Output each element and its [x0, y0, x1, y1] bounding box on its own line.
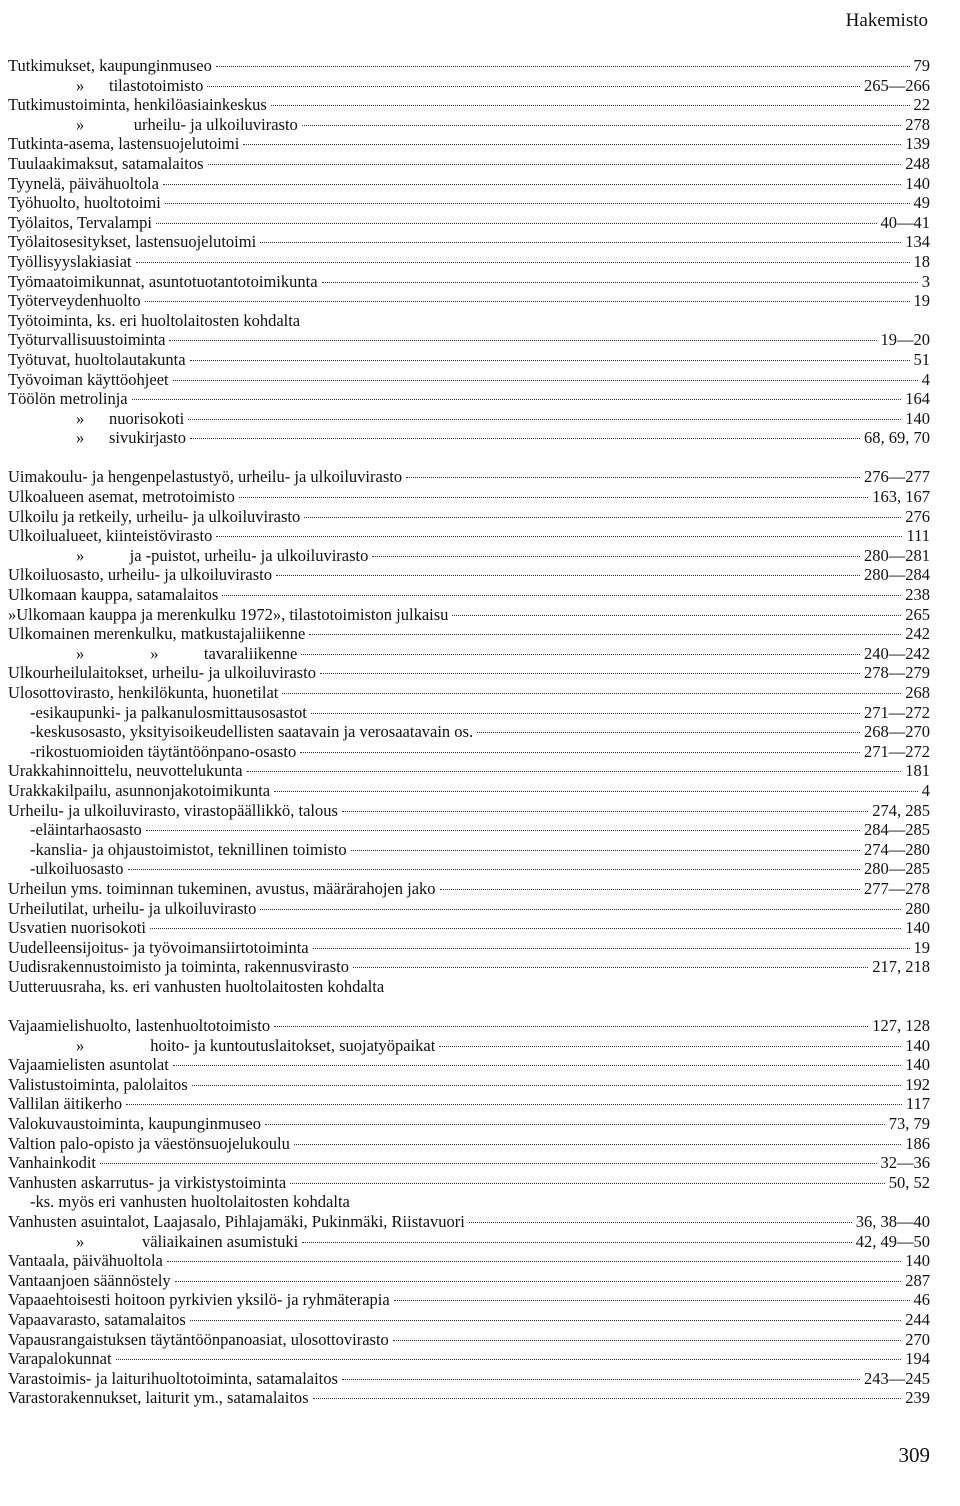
- index-entry: [8, 428, 930, 448]
- dot-leader: [294, 1144, 901, 1145]
- index-entry: [8, 370, 930, 390]
- index-entry: [8, 1290, 930, 1310]
- index-list: [8, 56, 930, 1408]
- index-entry: [8, 1036, 930, 1056]
- index-entry: [8, 1330, 930, 1350]
- index-entry: [8, 1349, 930, 1369]
- entry-text: Vajaamielishuolto, lastenhuoltotoimisto: [8, 1016, 271, 1036]
- entry-text: Uimakoulu- ja hengenpelastustyö, urheilu- ja ulkoiluvirasto: [8, 467, 403, 487]
- entry-text: Urakkahinnoittelu, neuvottelukunta: [8, 761, 243, 781]
- entry-page: 111: [906, 526, 930, 546]
- entry-page: 46: [913, 1290, 930, 1310]
- index-entry: [8, 174, 930, 194]
- entry-text: Vanhainkodit: [8, 1153, 96, 1173]
- entry-page: 163, 167: [872, 487, 930, 507]
- index-entry: [8, 1075, 930, 1095]
- entry-text: Urheilu- ja ulkoiluvirasto, virastopäällikkö, talous: [8, 800, 338, 820]
- entry-text: Varastoimis- ja laiturihuoltotoiminta, satamalaitos: [8, 1368, 338, 1388]
- entry-text: Varapalokunnat: [8, 1349, 112, 1369]
- index-entry: [8, 585, 930, 605]
- index-entry: [8, 1232, 930, 1252]
- dot-leader: [290, 1183, 885, 1184]
- index-entry: [8, 899, 930, 919]
- entry-page: 192: [905, 1074, 930, 1094]
- index-entry: [8, 859, 930, 879]
- index-entry: [8, 487, 930, 507]
- entry-page: 140: [905, 408, 930, 428]
- index-entry: [8, 311, 930, 331]
- index-entry: [8, 1388, 930, 1408]
- entry-text: Vanhusten asuintalot, Laajasalo, Pihlajamäki, Pukinmäki, Riistavuori: [8, 1212, 465, 1232]
- entry-page: 140: [905, 1251, 930, 1271]
- index-entry: [8, 1310, 930, 1330]
- entry-page: 181: [905, 761, 930, 781]
- entry-page: 22: [913, 95, 930, 115]
- entry-text: Vantaala, päivähuoltola: [8, 1251, 163, 1271]
- dot-leader: [188, 419, 901, 420]
- dot-leader: [192, 1085, 902, 1086]
- dot-leader: [265, 1124, 885, 1125]
- index-entry: [8, 546, 930, 566]
- dot-leader: [216, 66, 910, 67]
- dot-leader: [136, 262, 910, 263]
- dot-leader: [260, 909, 901, 910]
- dot-leader: [247, 771, 902, 772]
- index-entry: [8, 1212, 930, 1232]
- entry-text: Työlaitosesitykset, lastensuojelutoimi: [8, 232, 257, 252]
- dot-leader: [190, 1320, 901, 1321]
- index-entry: [8, 644, 930, 664]
- entry-page: 242: [905, 624, 930, 644]
- index-entry: [8, 1094, 930, 1114]
- entry-page: 277—278: [864, 878, 930, 898]
- dot-leader: [222, 595, 901, 596]
- entry-page: 265—266: [864, 75, 930, 95]
- entry-page: 32—36: [880, 1153, 930, 1173]
- entry-page: 140: [905, 1055, 930, 1075]
- entry-page: 140: [905, 173, 930, 193]
- dot-leader: [146, 830, 860, 831]
- dot-leader: [301, 654, 860, 655]
- entry-text: Urheilun yms. toiminnan tukeminen, avustus, määrärahojen jako: [8, 878, 436, 898]
- index-entry: [8, 742, 930, 762]
- dot-leader: [126, 1104, 902, 1105]
- dot-leader: [190, 438, 860, 439]
- entry-text: -kanslia- ja ohjaustoimistot, teknillinen toimisto: [30, 839, 347, 859]
- dot-leader: [274, 791, 918, 792]
- entry-page: 217, 218: [872, 957, 930, 977]
- entry-text: » hoito- ja kuntoutuslaitokset, suojatyöpaikat: [76, 1035, 436, 1055]
- index-entry: [8, 1134, 930, 1154]
- entry-text: » » tavaraliikenne: [76, 643, 298, 663]
- entry-text: -ulkoiluosasto: [30, 859, 124, 879]
- index-entry: [8, 1055, 930, 1075]
- page-header: Hakemisto: [845, 10, 928, 31]
- entry-page: 287: [905, 1270, 930, 1290]
- dot-leader: [282, 693, 901, 694]
- dot-leader: [300, 752, 860, 753]
- entry-text: Ulkoalueen asemat, metrotoimisto: [8, 487, 235, 507]
- entry-text: Tutkimukset, kaupunginmuseo: [8, 56, 212, 75]
- index-entry: [8, 1369, 930, 1389]
- index-entry: [8, 213, 930, 233]
- entry-text: Vapaaehtoisesti hoitoon pyrkivien yksilö- ja ryhmäterapia: [8, 1290, 390, 1310]
- entry-text: »Ulkomaan kauppa ja merenkulku 1972», tilastotoimiston julkaisu: [8, 604, 449, 624]
- index-entry: [8, 1153, 930, 1173]
- entry-page: 271—272: [864, 702, 930, 722]
- dot-leader: [342, 1379, 860, 1380]
- entry-page: 186: [905, 1133, 930, 1153]
- entry-text: Työmaatoimikunnat, asuntotuotantotoimikunta: [8, 271, 318, 291]
- index-entry: [8, 1016, 930, 1036]
- entry-text: Tuulaakimaksut, satamalaitos: [8, 153, 204, 173]
- dot-leader: [100, 1163, 877, 1164]
- dot-leader: [243, 144, 901, 145]
- entry-text: -keskusosasto, yksityisoikeudellisten saatavain ja verosaatavain os.: [30, 722, 474, 742]
- entry-page: 274—280: [864, 839, 930, 859]
- dot-leader: [452, 615, 901, 616]
- dot-leader: [156, 223, 876, 224]
- index-entry: [8, 683, 930, 703]
- entry-text: Uutteruusraha, ks. eri vanhusten huoltolaitosten kohdalta: [8, 976, 385, 996]
- index-entry: [8, 193, 930, 213]
- entry-page: 238: [905, 585, 930, 605]
- entry-text: Valtion palo-opisto ja väestönsuojelukoulu: [8, 1133, 290, 1153]
- entry-page: 265: [905, 604, 930, 624]
- entry-page: 36, 38—40: [855, 1212, 930, 1232]
- entry-page: 244: [905, 1310, 930, 1329]
- entry-text: Työllisyyslakiasiat: [8, 251, 132, 271]
- index-entry: [8, 703, 930, 723]
- index-entry: [8, 330, 930, 350]
- dot-leader: [353, 967, 868, 968]
- entry-page: 268: [905, 683, 930, 702]
- index-entry: [8, 1271, 930, 1291]
- entry-text: Työterveydenhuolto: [8, 291, 141, 311]
- index-entry: [8, 154, 930, 174]
- entry-page: 68, 69, 70: [864, 428, 930, 448]
- index-entry: [8, 95, 930, 115]
- entry-page: 240—242: [864, 643, 930, 663]
- index-entry: [8, 918, 930, 938]
- dot-leader: [351, 850, 860, 851]
- dot-leader: [150, 928, 901, 929]
- index-entry: [8, 840, 930, 860]
- entry-text: Työtuvat, huoltolautakunta: [8, 349, 186, 369]
- index-entry: [8, 467, 930, 487]
- entry-text: Tutkimustoiminta, henkilöasiainkeskus: [8, 95, 267, 115]
- entry-text: Varastorakennukset, laiturit ym., satamalaitos: [8, 1388, 309, 1408]
- dot-leader: [342, 811, 868, 812]
- index-entry: [8, 879, 930, 899]
- dot-leader: [309, 634, 901, 635]
- entry-text: -eläintarhaosasto: [30, 820, 142, 840]
- entry-page: 280: [905, 898, 930, 918]
- entry-text: » tilastotoimisto: [76, 75, 204, 95]
- dot-leader: [302, 1242, 851, 1243]
- entry-text: Urakkakilpailu, asunnonjakotoimikunta: [8, 780, 271, 800]
- entry-page: 127, 128: [872, 1016, 930, 1036]
- entry-page: 268—270: [864, 722, 930, 742]
- entry-text: Ulkoilualueet, kiinteistövirasto: [8, 526, 213, 546]
- entry-text: Vanhusten askarrutus- ja virkistystoiminta: [8, 1172, 287, 1192]
- index-entry: [8, 1173, 930, 1193]
- entry-page: 276—277: [864, 467, 930, 487]
- entry-text: » väliaikainen asumistuki: [76, 1231, 299, 1251]
- dot-leader: [276, 575, 860, 576]
- index-entry: [8, 1114, 930, 1134]
- dot-leader: [175, 1281, 902, 1282]
- dot-leader: [163, 184, 901, 185]
- index-entry: [8, 957, 930, 977]
- entry-page: 40—41: [880, 212, 930, 232]
- entry-page: 140: [905, 1035, 930, 1055]
- entry-page: 19: [913, 937, 930, 957]
- entry-text: Ulkoiluosasto, urheilu- ja ulkoiluvirasto: [8, 565, 272, 585]
- dot-leader: [304, 517, 901, 518]
- entry-text: -ks. myös eri vanhusten huoltolaitosten kohdalta: [30, 1192, 350, 1212]
- entry-page: 280—285: [864, 859, 930, 879]
- entry-page: 278: [905, 114, 930, 134]
- entry-page: 248: [905, 153, 930, 173]
- index-entry: [8, 820, 930, 840]
- entry-page: 270: [905, 1329, 930, 1349]
- entry-text: Ulkoilu ja retkeily, urheilu- ja ulkoiluvirasto: [8, 506, 301, 526]
- index-entry: [8, 272, 930, 292]
- entry-text: Työhuolto, huoltotoimi: [8, 193, 161, 213]
- entry-page: 18: [913, 251, 930, 271]
- dot-leader: [313, 1398, 902, 1399]
- index-entry: [8, 781, 930, 801]
- index-entry: [8, 134, 930, 154]
- entry-text: Tutkinta-asema, lastensuojelutoimi: [8, 134, 240, 154]
- dot-leader: [372, 556, 860, 557]
- entry-page: 19—20: [880, 330, 930, 350]
- entry-text: » nuorisokoti: [76, 408, 185, 428]
- dot-leader: [169, 340, 876, 341]
- entry-page: 239: [905, 1388, 930, 1408]
- index-entry: [8, 76, 930, 96]
- dot-leader: [393, 1340, 901, 1341]
- dot-leader: [173, 380, 918, 381]
- entry-text: » urheilu- ja ulkoiluvirasto: [76, 114, 298, 134]
- entry-page: 49: [913, 193, 930, 213]
- index-entry: [8, 565, 930, 585]
- dot-leader: [173, 1065, 901, 1066]
- entry-page: 284—285: [864, 820, 930, 840]
- dot-leader: [311, 713, 860, 714]
- dot-leader: [216, 536, 902, 537]
- entry-text: Vantaanjoen säännöstely: [8, 1270, 171, 1290]
- index-entry: [8, 507, 930, 527]
- dot-leader: [477, 732, 860, 733]
- entry-text: Valokuvaustoiminta, kaupunginmuseo: [8, 1114, 261, 1134]
- index-entry: [8, 761, 930, 781]
- index-entry: [8, 1192, 930, 1212]
- dot-leader: [239, 497, 868, 498]
- dot-leader: [190, 360, 910, 361]
- dot-leader: [165, 203, 910, 204]
- entry-text: Ulkourheilulaitokset, urheilu- ja ulkoiluvirasto: [8, 663, 316, 683]
- entry-page: 194: [905, 1349, 930, 1369]
- entry-page: 271—272: [864, 741, 930, 761]
- entry-text: Ulosottovirasto, henkilökunta, huonetilat: [8, 683, 279, 702]
- index-entry: [8, 801, 930, 821]
- entry-page: 79: [913, 56, 930, 75]
- entry-text: Uudisrakennustoimisto ja toiminta, rakennusvirasto: [8, 957, 349, 977]
- dot-leader: [167, 1261, 901, 1262]
- entry-page: 276: [905, 506, 930, 526]
- dot-leader: [394, 1300, 910, 1301]
- entry-text: Valistustoiminta, palolaitos: [8, 1074, 188, 1094]
- entry-text: Ulkomainen merenkulku, matkustajaliikenne: [8, 624, 306, 644]
- dot-leader: [271, 105, 910, 106]
- entry-text: Työvoiman käyttöohjeet: [8, 369, 169, 389]
- entry-page: 164: [905, 389, 930, 409]
- entry-page: 73, 79: [888, 1114, 930, 1134]
- index-entry: [8, 252, 930, 272]
- entry-page: 4: [921, 780, 930, 800]
- entry-page: 139: [905, 134, 930, 154]
- entry-page: 51: [913, 349, 930, 369]
- dot-leader: [322, 282, 918, 283]
- index-entry: [8, 977, 930, 997]
- entry-page: 50, 52: [888, 1172, 930, 1192]
- entry-text: Usvatien nuorisokoti: [8, 918, 146, 938]
- entry-text: Työlaitos, Tervalampi: [8, 212, 153, 232]
- index-entry: [8, 1251, 930, 1271]
- dot-leader: [132, 399, 902, 400]
- entry-text: Urheilutilat, urheilu- ja ulkoiluvirasto: [8, 898, 257, 918]
- dot-leader: [260, 242, 901, 243]
- dot-leader: [116, 1359, 902, 1360]
- entry-page: 280—281: [864, 545, 930, 565]
- dot-leader: [406, 477, 860, 478]
- entry-text: Työtoiminta, ks. eri huoltolaitosten kohdalta: [8, 310, 301, 330]
- index-entry: [8, 409, 930, 429]
- dot-leader: [440, 889, 860, 890]
- entry-text: Vapaavarasto, satamalaitos: [8, 1310, 186, 1329]
- section-gap: [8, 997, 930, 1017]
- entry-text: Työturvallisuustoiminta: [8, 330, 166, 350]
- index-entry: [8, 938, 930, 958]
- entry-page: 4: [921, 369, 930, 389]
- index-entry: [8, 605, 930, 625]
- dot-leader: [320, 673, 860, 674]
- dot-leader: [128, 869, 861, 870]
- dot-leader: [302, 125, 901, 126]
- index-entry: [8, 624, 930, 644]
- index-entry: [8, 389, 930, 409]
- index-entry: [8, 291, 930, 311]
- entry-text: Vapausrangaistuksen täytäntöönpanoasiat, ulosottovirasto: [8, 1329, 389, 1349]
- entry-text: » sivukirjasto: [76, 428, 186, 448]
- section-gap: [8, 448, 930, 468]
- entry-page: 278—279: [864, 663, 930, 683]
- entry-text: Tyynelä, päivähuoltola: [8, 173, 159, 193]
- entry-page: 3: [921, 271, 930, 291]
- entry-text: » ja -puistot, urheilu- ja ulkoiluvirasto: [76, 545, 369, 565]
- dot-leader: [439, 1046, 901, 1047]
- entry-page: 140: [905, 918, 930, 938]
- index-entry: [8, 663, 930, 683]
- page-number: 309: [898, 1443, 930, 1467]
- entry-page: 134: [905, 232, 930, 252]
- dot-leader: [274, 1026, 868, 1027]
- entry-text: Vallilan äitikerho: [8, 1094, 123, 1114]
- entry-text: Töölön metrolinja: [8, 389, 128, 409]
- entry-text: Vajaamielisten asuntolat: [8, 1055, 169, 1075]
- dot-leader: [469, 1222, 852, 1223]
- dot-leader: [208, 164, 902, 165]
- index-entry: [8, 115, 930, 135]
- index-entry: [8, 232, 930, 252]
- entry-text: -rikostuomioiden täytäntöönpano-osasto: [30, 741, 297, 761]
- entry-text: Ulkomaan kauppa, satamalaitos: [8, 585, 219, 605]
- index-entry: [8, 526, 930, 546]
- entry-text: -esikaupunki- ja palkanulosmittausosastot: [30, 702, 307, 722]
- entry-page: 117: [905, 1094, 930, 1114]
- index-entry: [8, 722, 930, 742]
- index-entry: [8, 350, 930, 370]
- dot-leader: [145, 301, 910, 302]
- entry-text: Uudelleensijoitus- ja työvoimansiirtotoiminta: [8, 937, 309, 957]
- entry-page: 280—284: [864, 565, 930, 585]
- dot-leader: [313, 948, 910, 949]
- dot-leader: [207, 86, 860, 87]
- index-entry: [8, 56, 930, 76]
- entry-page: 19: [913, 291, 930, 311]
- entry-page: 243—245: [864, 1368, 930, 1388]
- entry-page: 274, 285: [872, 800, 930, 820]
- entry-page: 42, 49—50: [855, 1231, 930, 1251]
